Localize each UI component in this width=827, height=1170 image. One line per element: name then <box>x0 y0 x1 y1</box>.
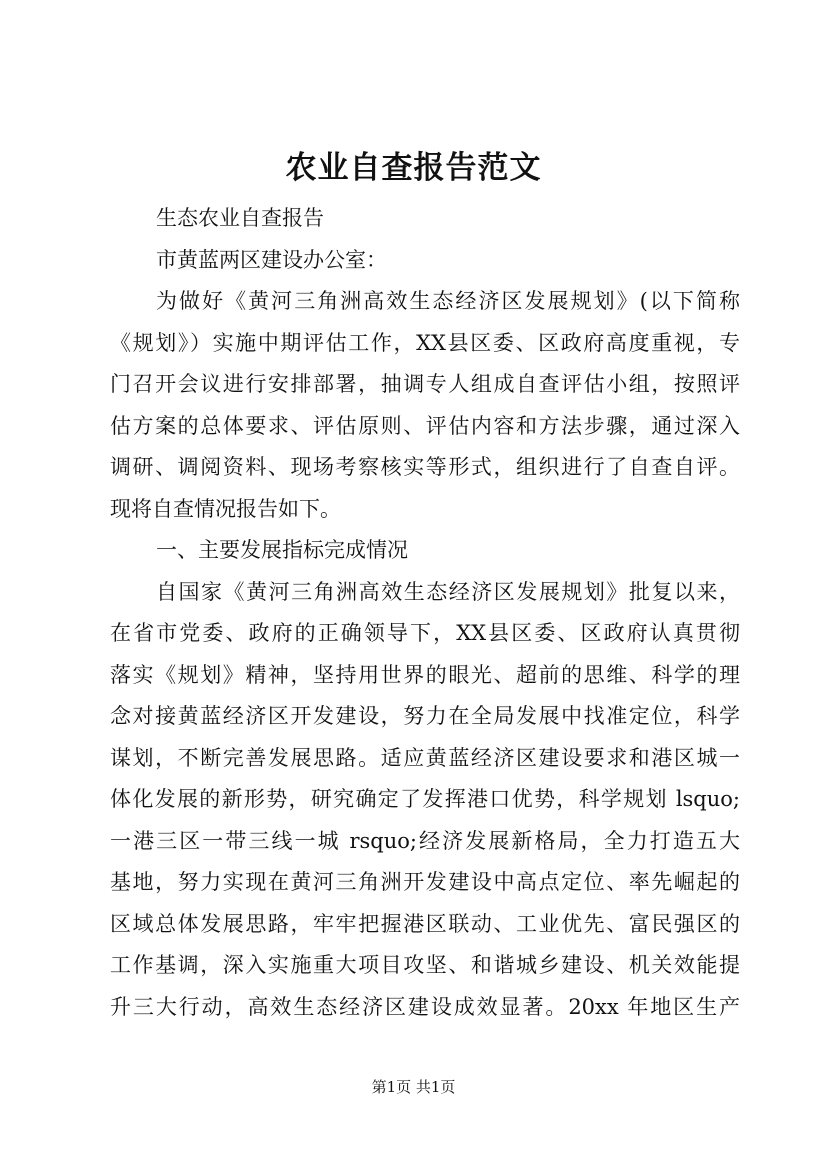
paragraph-line: 现将自查情况报告如下。 <box>110 496 341 521</box>
paragraph-line: 市黄蓝两区建设办公室： <box>156 247 387 272</box>
paragraph-line: 门召开会议进行安排部署，抽调专人组成自查评估小组，按照评 <box>110 372 740 396</box>
paragraph-line: 自国家《黄河三角洲高效生态经济区发展规划》批复以来， <box>156 579 740 604</box>
paragraph-line: 区域总体发展思路，牢牢把握港区联动、工业优先、富民强区的 <box>110 911 740 936</box>
paragraph-line: 落实《规划》精神，坚持用世界的眼光、超前的思维、科学的理 <box>110 662 740 687</box>
paragraph-line: 体化发展的新形势，研究确定了发挥港口优势，科学规划 lsquo; <box>110 787 740 811</box>
paragraph-line: 念对接黄蓝经济区开发建设，努力在全局发展中找准定位，科学 <box>110 704 740 728</box>
document-title: 农业自查报告范文 <box>285 150 542 186</box>
paragraph-line: 工作基调，深入实施重大项目攻坚、和谐城乡建设、机关效能提 <box>110 953 740 977</box>
paragraph-line: 基地，努力实现在黄河三角洲开发建设中高点定位、率先崛起的 <box>110 870 740 894</box>
paragraph-line: 升三大行动，高效生态经济区建设成效显著。20xx 年地区生产 <box>110 994 740 1019</box>
paragraph-line: 在省市党委、政府的正确领导下，XX县区委、区政府认真贯彻 <box>110 621 740 645</box>
paragraph-line: 调研、调阅资料、现场考察核实等形式，组织进行了自查自评。 <box>110 455 740 479</box>
document-body <box>110 198 740 1028</box>
paragraph-line: 一港三区一带三线一城 rsquo;经济发展新格局，全力打造五大 <box>110 828 740 853</box>
page-number-footer: 第1页 共1页 <box>371 1078 456 1096</box>
section-heading: 一、主要发展指标完成情况 <box>156 538 408 562</box>
paragraph-line: 生态农业自查报告 <box>156 206 324 230</box>
paragraph-line: 估方案的总体要求、评估原则、评估内容和方法步骤，通过深入 <box>110 413 740 438</box>
paragraph-line: 为做好《黄河三角洲高效生态经济区发展规划》(以下简称 <box>156 289 740 313</box>
paragraph-line: 谋划，不断完善发展思路。适应黄蓝经济区建设要求和港区城一 <box>110 745 740 770</box>
paragraph-line: 《规划》）实施中期评估工作，XX县区委、区政府高度重视，专 <box>110 330 740 355</box>
